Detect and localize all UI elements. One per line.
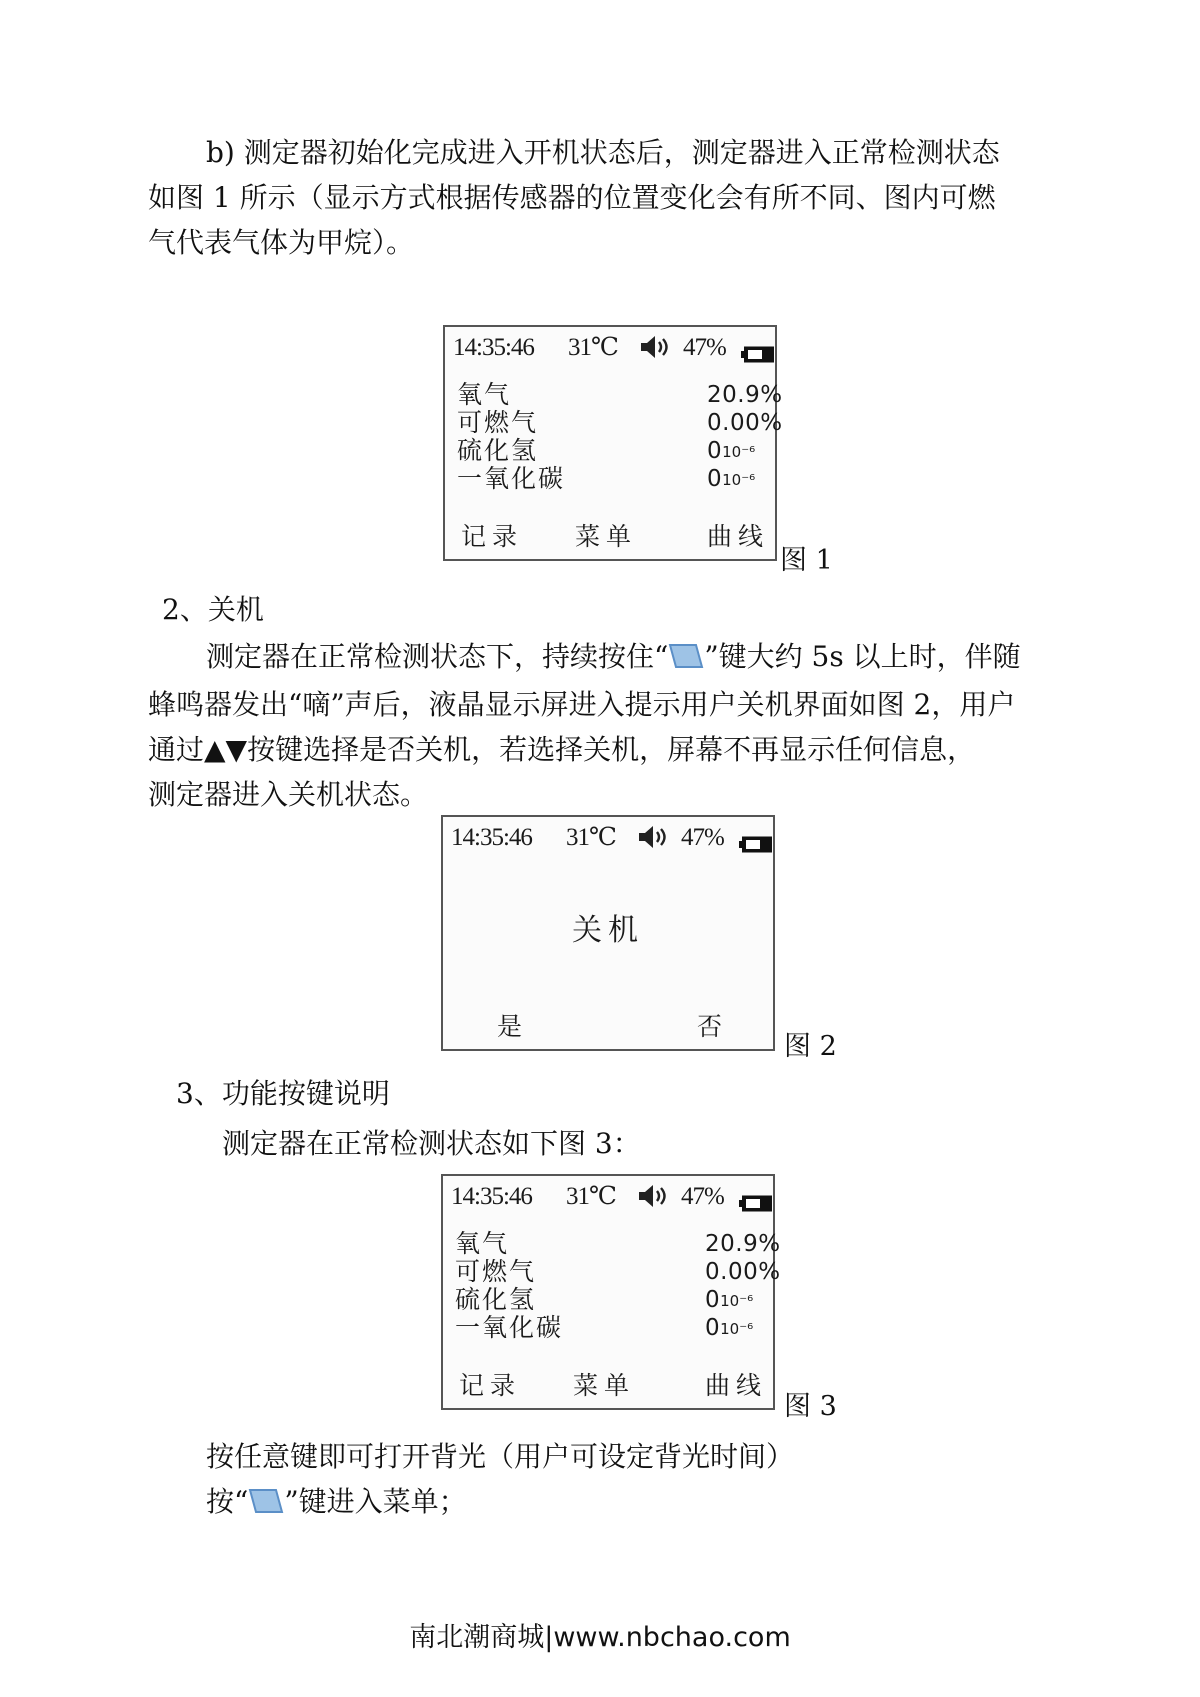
section-2-line-3: 通过▲▼按键选择是否关机，若选择关机，屏幕不再显示任何信息，	[148, 733, 976, 766]
lcd-status-bar	[449, 823, 767, 853]
battery-icon	[739, 831, 773, 861]
softkey-menu: 菜单	[575, 522, 638, 551]
figure-1-caption: 图 1	[780, 545, 833, 576]
figure-2-caption: 图 2	[784, 1031, 837, 1062]
softkey-curve: 曲线	[705, 1371, 768, 1400]
figure-2-lcd-screen	[441, 815, 775, 1051]
lcd-softkeys	[445, 517, 775, 551]
figure-3-caption: 图 3	[784, 1391, 837, 1422]
section-b-line-1: b) 测定器初始化完成进入开机状态后，测定器进入正常检测状态	[206, 136, 1000, 169]
footer-watermark: 南北潮商城|www.nbchao.com	[409, 1622, 791, 1653]
menu-key-icon	[668, 637, 704, 682]
figure-1-lcd-screen	[443, 325, 783, 561]
lcd-battery-percent: 47%	[681, 824, 724, 851]
gas-row: 一氧化碳 010⁻⁶	[457, 464, 756, 493]
gas-row: 硫化氢 010⁻⁶	[455, 1285, 754, 1314]
gas-row: 一氧化碳 010⁻⁶	[455, 1313, 754, 1342]
lcd-temperature: 31℃	[566, 1183, 616, 1210]
section-2-line-4: 测定器进入关机状态。	[148, 778, 429, 811]
lcd-battery-percent: 47%	[683, 334, 726, 361]
section-b-paragraph	[148, 130, 1063, 265]
gas-readings	[457, 380, 783, 493]
speaker-icon	[639, 335, 671, 367]
softkey-no: 否	[697, 1012, 729, 1041]
lcd-temperature: 31℃	[566, 824, 616, 851]
lcd-time: 14:35:46	[451, 824, 532, 851]
section-2-paragraph	[148, 634, 1063, 817]
gas-row: 可燃气 0.00%	[457, 408, 783, 437]
gas-readings	[455, 1229, 781, 1342]
section-2-line-2: 蜂鸣器发出“嘀”声后，液晶显示屏进入提示用户关机界面如图 2，用户	[148, 688, 1016, 721]
lcd-battery-percent: 47%	[681, 1183, 724, 1210]
gas-row: 可燃气 0.00%	[455, 1257, 781, 1286]
lcd-status-bar	[449, 1182, 767, 1212]
gas-row: 硫化氢 010⁻⁶	[457, 436, 756, 465]
softkey-menu: 菜单	[573, 1371, 636, 1400]
gas-row: 氧气 20.9%	[455, 1229, 781, 1258]
section-3-intro: 测定器在正常检测状态如下图 3：	[222, 1127, 641, 1160]
section-3-heading: 3、功能按键说明	[176, 1077, 390, 1110]
battery-icon	[741, 341, 775, 371]
section-b-line-3: 气代表气体为甲烷）。	[148, 226, 415, 259]
softkey-curve: 曲线	[707, 522, 770, 551]
section-3-paragraph	[148, 1434, 1063, 1527]
lcd-time: 14:35:46	[451, 1183, 532, 1210]
lcd-status-bar	[451, 333, 769, 363]
gas-row: 氧气 20.9%	[457, 380, 783, 409]
menu-key-icon	[248, 1482, 284, 1527]
lcd-temperature: 31℃	[568, 334, 618, 361]
figure-3-lcd-screen	[441, 1174, 781, 1410]
section-2-line-1: 测定器在正常检测状态下，持续按住“ ”键大约 5s 以上时，伴随	[148, 634, 1063, 682]
speaker-icon	[637, 825, 669, 857]
section-b-line-2: 如图 1 所示（显示方式根据传感器的位置变化会有所不同、图内可燃	[148, 181, 996, 214]
softkey-record: 记录	[461, 522, 524, 551]
softkey-yes: 是	[497, 1012, 529, 1041]
speaker-icon	[637, 1184, 669, 1216]
shutdown-title: 关机	[572, 913, 644, 948]
lcd-softkeys	[443, 1366, 773, 1400]
menu-key-line: 按“ ”键进入菜单；	[148, 1479, 1063, 1527]
lcd-time: 14:35:46	[453, 334, 534, 361]
battery-icon	[739, 1190, 773, 1220]
softkey-record: 记录	[459, 1371, 522, 1400]
section-2-heading: 2、关机	[162, 593, 264, 626]
lcd-softkeys	[443, 1007, 773, 1041]
backlight-line: 按任意键即可打开背光（用户可设定背光时间）	[206, 1440, 795, 1473]
